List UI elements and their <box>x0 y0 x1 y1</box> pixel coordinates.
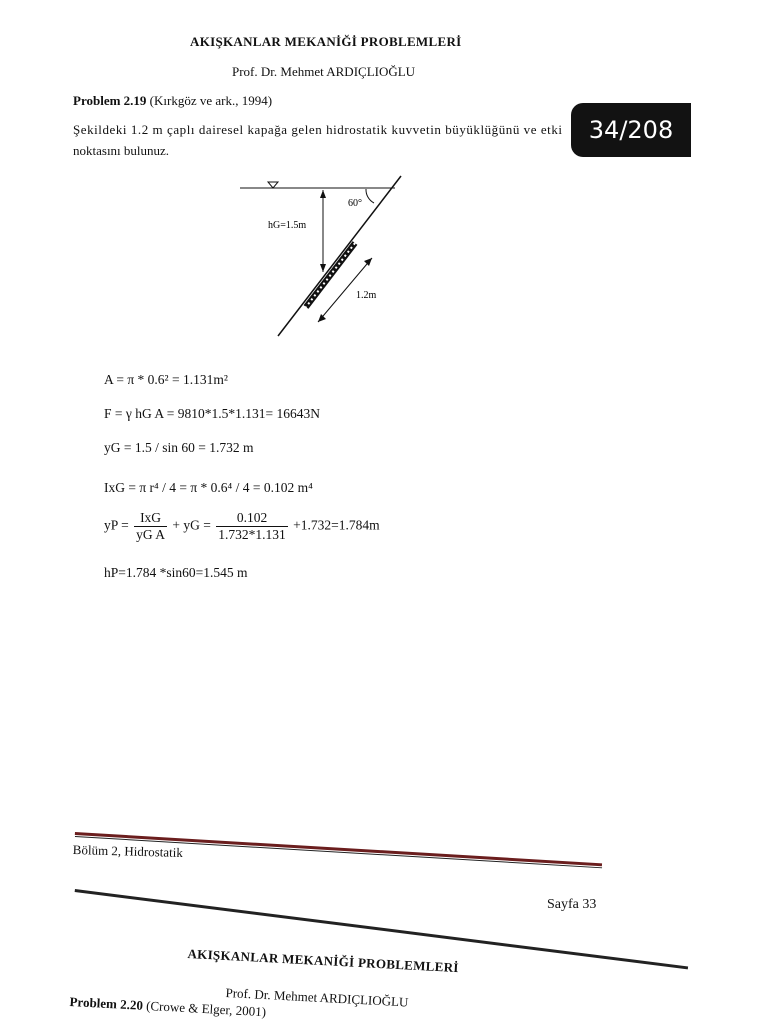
equation-yg: yG = 1.5 / sin 60 = 1.732 m <box>104 440 254 455</box>
yp-frac2-num: 0.102 <box>216 510 288 527</box>
angle-label: 60° <box>348 198 362 209</box>
footer-page-number: Sayfa 33 <box>547 897 597 912</box>
diameter-label: 1.2m <box>356 290 377 301</box>
yp-frac1-num: IxG <box>134 510 167 527</box>
hg-arrow-up-icon <box>320 190 326 198</box>
page2-title: AKIŞKANLAR MEKANİĞİ PROBLEMLERİ <box>187 946 460 976</box>
equation-ixg: IxG = π r⁴ / 4 = π * 0.6⁴ / 4 = 0.102 m⁴ <box>104 480 313 495</box>
inclined-wall <box>278 176 401 336</box>
problem-text-line2: noktasını bulunuz. <box>73 143 170 158</box>
page2-author-line: Prof. Dr. Mehmet ARDIÇLIOĞLU <box>225 985 409 1010</box>
page-counter-badge: 34/208 <box>571 103 691 157</box>
diameter-arrow-down-icon <box>318 314 326 322</box>
hg-arrow-down-icon <box>320 264 326 272</box>
yp-fraction-1 <box>134 510 167 543</box>
equation-yp <box>104 510 380 543</box>
problem-source: (Kırkgöz ve ark., 1994) <box>149 93 273 108</box>
equation-hp: hP=1.784 *sin60=1.545 m <box>104 565 248 580</box>
equation-force: F = γ hG A = 9810*1.5*1.131= 16643N <box>104 406 320 421</box>
angle-arc <box>366 189 374 203</box>
water-level-marker-icon <box>268 182 278 188</box>
hg-label: hG=1.5m <box>268 220 307 231</box>
problem-number: Problem 2.19 <box>73 93 147 108</box>
equation-area: A = π * 0.6² = 1.131m² <box>104 372 228 387</box>
author-line: Prof. Dr. Mehmet ARDIÇLIOĞLU <box>232 64 416 79</box>
problem-text-line1: Şekildeki 1.2 m çaplı dairesel kapağa gelen hidrostatik kuvvetin büyüklüğünü ve etki <box>73 122 563 137</box>
yp-mid: + yG = <box>172 517 211 533</box>
diameter-arrow-up-icon <box>364 258 372 266</box>
footer-chapter: Bölüm 2, Hidrostatik <box>72 842 184 861</box>
page-title: AKIŞKANLAR MEKANİĞİ PROBLEMLERİ <box>190 34 462 49</box>
yp-frac2-den: 1.732*1.131 <box>218 527 286 542</box>
yp-frac1-den: yG A <box>136 527 166 542</box>
yp-lhs: yP = <box>104 517 129 533</box>
page2-problem-source: (Crowe & Elger, 2001) <box>145 998 267 1020</box>
problem-heading <box>73 93 272 109</box>
gate-diagram <box>230 170 420 345</box>
page2-problem-number: Problem 2.20 <box>69 994 144 1013</box>
gate-hatch <box>306 243 355 307</box>
yp-fraction-2 <box>216 510 288 543</box>
yp-rhs: +1.732=1.784m <box>293 517 380 533</box>
